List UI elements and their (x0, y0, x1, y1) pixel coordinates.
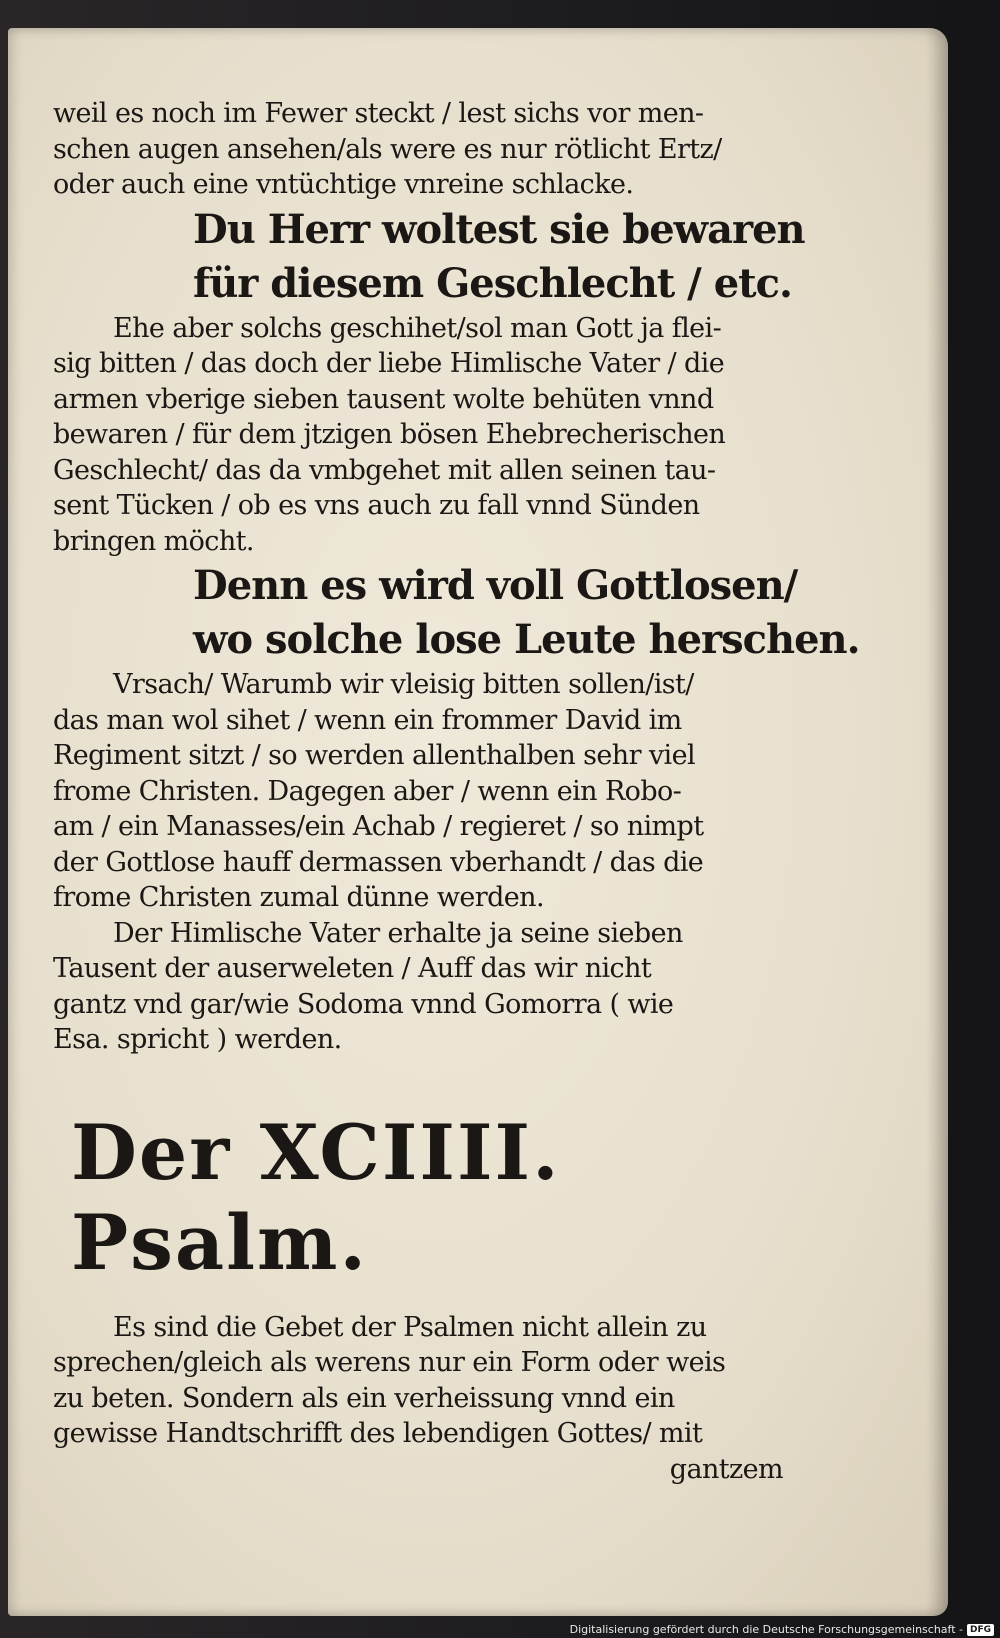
text-line: Es sind die Gebet der Psalmen nicht allein zu (113, 1311, 707, 1343)
text-line: Tausent der auserweleten / Auff das wir nicht (53, 953, 652, 984)
text-line: oder auch eine vntüchtige vnreine schlacke. (53, 169, 634, 200)
verse-line: Du Herr woltest sie bewaren (193, 205, 805, 253)
text-line: sprechen/gleich als werens nur ein Form oder weis (53, 1347, 726, 1378)
page-text (53, 96, 860, 1487)
paragraph-2 (53, 311, 823, 560)
paragraph-4 (53, 916, 823, 1058)
text-line: Der Himlische Vater erhalte ja seine sieben (113, 917, 683, 949)
text-line: sig bitten / das doch der liebe Himlische Vater / die (53, 348, 725, 379)
psalm-title: Der XCIIII. Psalm. (71, 1107, 561, 1287)
verse-line: wo solche lose Leute herschen. (193, 616, 860, 663)
text-line: schen augen ansehen/als were es nur rötlicht Ertz/ (53, 133, 722, 165)
text-line: zu beten. Sondern als ein verheissung vnnd ein (53, 1382, 675, 1414)
text-line: bringen möcht. (53, 525, 254, 557)
text-line: Ehe aber solchs geschihet/sol man Gott ja flei- (113, 312, 722, 344)
paragraph-1 (53, 96, 823, 203)
page-edge-shadow (926, 28, 948, 1616)
text-line: das man wol sihet / wenn ein frommer David im (53, 704, 682, 736)
text-line: sent Tücken / ob es vns auch zu fall vnnd Sünden (53, 490, 700, 521)
text-line: armen vberige sieben tausent wolte behüten vnnd (53, 383, 714, 415)
paragraph-3 (53, 667, 823, 916)
text-line: weil es noch im Fewer steckt / lest sichs vor men- (53, 98, 704, 129)
text-line: bewaren / für dem jtzigen bösen Ehebrecherischen (53, 419, 726, 450)
funding-credit (570, 1623, 994, 1636)
verse-heading-1 (53, 203, 823, 311)
text-line: frome Christen. Dagegen aber / wenn ein Robo- (53, 775, 682, 807)
dfg-logo-icon: DFG (967, 1624, 994, 1636)
text-line: Esa. spricht ) werden. (53, 1024, 342, 1055)
text-line: am / ein Manasses/ein Achab / regieret / so nimpt (53, 811, 704, 842)
verse-heading-2 (53, 559, 860, 667)
text-line: Geschlecht/ das da vmbgehet mit allen seinen tau- (53, 454, 716, 486)
text-line: der Gottlose hauff dermassen vberhandt / das die (53, 846, 704, 878)
paragraph-5 (53, 1310, 823, 1488)
text-line: gewisse Handtschrifft des lebendigen Gottes/ mit (53, 1418, 703, 1449)
verse-line: für diesem Geschlecht / etc. (193, 259, 792, 307)
catchword: gantzem (669, 1453, 783, 1485)
text-line: frome Christen zumal dünne werden. (53, 882, 544, 913)
book-page (8, 28, 948, 1616)
text-line: Regiment sitzt / so werden allenthalben sehr viel (53, 740, 695, 771)
text-line: Vrsach/ Warumb wir vleisig bitten sollen/ist/ (113, 669, 694, 700)
verse-line: Denn es wird voll Gottlosen/ (193, 562, 798, 609)
text-line: gantz vnd gar/wie Sodoma vnnd Gomorra ( wie (53, 988, 674, 1020)
credit-text: Digitalisierung gefördert durch die Deutsche Forschungsgemeinschaft - (569, 1623, 963, 1636)
